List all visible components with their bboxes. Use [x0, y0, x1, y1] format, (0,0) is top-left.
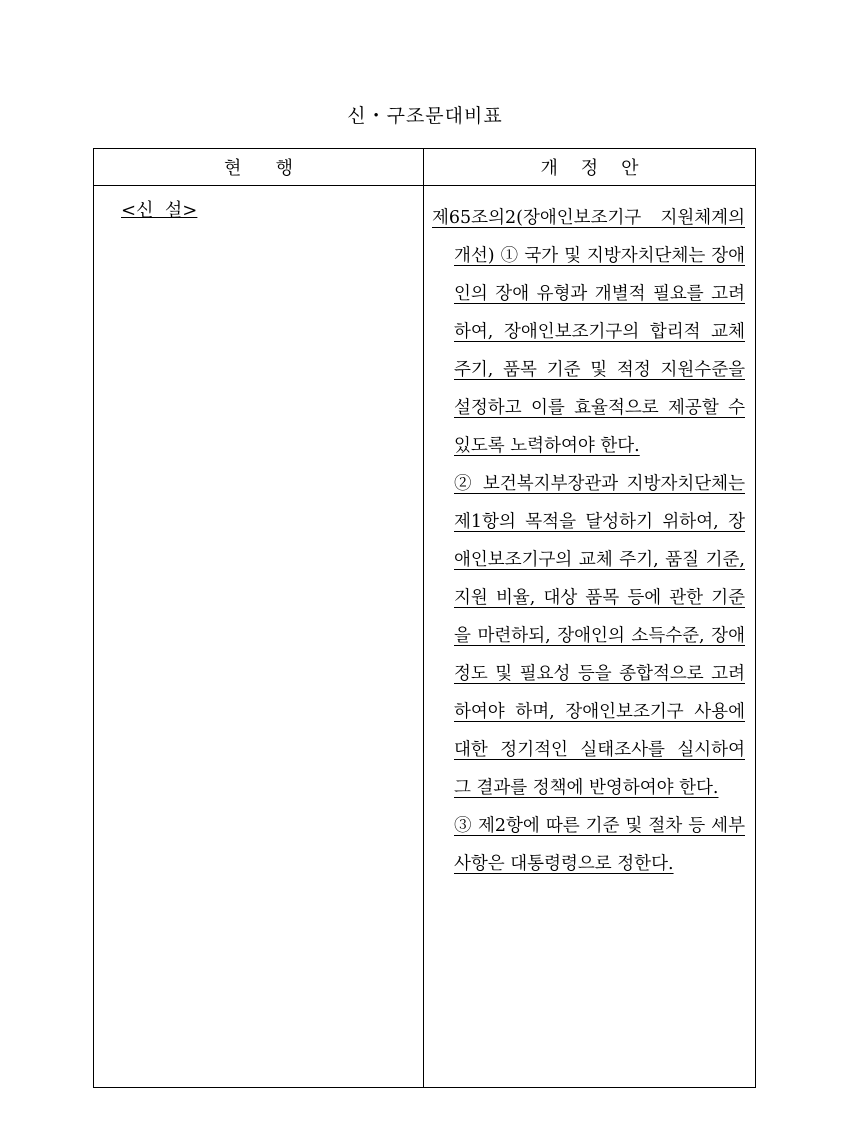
page-title: 신・구조문대비표 [347, 105, 503, 127]
paragraph-2: ② 보건복지부장관과 지방자치단체는 제1항의 목적을 달성하기 위하여, 장애인보조기구의 교체 주기, 품질 기준, 지원 비율, 대상 품목 등에 관한 기준을 마련하되, 장애인의 소득수준, 장애 정도 및 필요성 등을 종합적으로 고려하여야 하며, 장애인보조기구 사용에 대한 정기적인 실태조사를 실시하여 그 결과를 정책에 반영하여야 한다. [454, 474, 745, 798]
table-body-row [94, 186, 756, 1088]
paragraph-3: ③ 제2항에 따른 기준 및 절차 등 세부사항은 대통령령으로 정한다. [454, 816, 745, 874]
header-revised: 개 정 안 [424, 149, 756, 186]
current-law-cell [94, 186, 424, 1088]
comparison-table [93, 148, 756, 1088]
table-header-row [94, 149, 756, 186]
revised-law-cell [424, 186, 756, 1088]
new-provision-mark: <신 설> [121, 200, 198, 221]
paragraph-1: 제65조의2(장애인보조기구 지원체계의 개선) ① 국가 및 지방자치단체는 장애인의 장애 유형과 개별적 필요를 고려하여, 장애인보조기구의 합리적 교체주기, 품목 기준 및 적정 지원수준을 설정하고 이를 효율적으로 제공할 수 있도록 노력하여야 한다. [432, 208, 745, 456]
header-current: 현 행 [94, 149, 424, 186]
